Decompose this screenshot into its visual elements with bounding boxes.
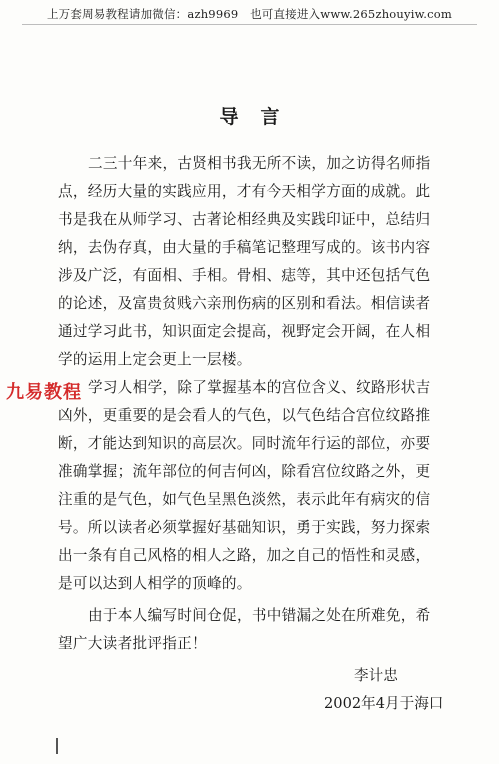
author-signature: 李计忠 (354, 667, 398, 684)
margin-mark (56, 738, 58, 754)
text-line: 是可以达到人相学的顶峰的。 (58, 575, 252, 592)
watermark-logo: 九易教程 (6, 382, 82, 403)
text-line: 出一条有自己风格的相人之路，加之自己的悟性和灵感， (58, 547, 431, 564)
text-line: 断，才能达到知识的高层次。同时流年行运的部位，亦要 (58, 435, 431, 452)
text-line: 学的运用上定会更上一层楼。 (58, 351, 252, 368)
text-line: 注重的是气色，如气色呈黑色淡然，表示此年有病灾的信 (58, 491, 431, 508)
text-line: 准确掌握；流年部位的何吉何凶，除看宫位纹路之外，更 (58, 463, 431, 480)
text-line: 望广大读者批评指正！ (58, 635, 207, 652)
page-title: 导言 (219, 106, 302, 128)
text-line: 通过学习此书，知识面定会提高，视野定会开阔，在人相 (58, 323, 431, 340)
text-line: 的论述，及富贵贫贱六亲刑伤病的区别和看法。相信读者 (58, 295, 431, 312)
date-signature: 2002年4月于海口 (324, 695, 444, 712)
text-line: 学习人相学，除了掌握基本的宫位含义、纹路形状吉 (88, 379, 431, 396)
text-line: 涉及广泛，有面相、手相。骨相、痣等，其中还包括气色 (58, 267, 431, 284)
header-divider (22, 24, 477, 25)
text-line: 二三十年来，古贤相书我无所不读，加之访得名师指 (88, 155, 431, 172)
text-line: 书是我在从师学习、古著论相经典及实践印证中，总结归 (58, 211, 431, 228)
text-line: 由于本人编写时间仓促，书中错漏之处在所难免，希 (88, 607, 431, 624)
text-line: 点，经历大量的实践应用，才有今天相学方面的成就。此 (58, 183, 431, 200)
site-header-notice: 上万套周易教程请加微信：azh9969 也可直接进入www.265zhouyiw.com (46, 7, 453, 21)
text-line: 号。所以读者必须掌握好基础知识，勇于实践，努力探索 (58, 519, 431, 536)
text-line: 凶外，更重要的是会看人的气色，以气色结合宫位纹路推 (58, 407, 431, 424)
text-line: 纳，去伪存真，由大量的手稿笔记整理写成的。该书内容 (58, 239, 431, 256)
